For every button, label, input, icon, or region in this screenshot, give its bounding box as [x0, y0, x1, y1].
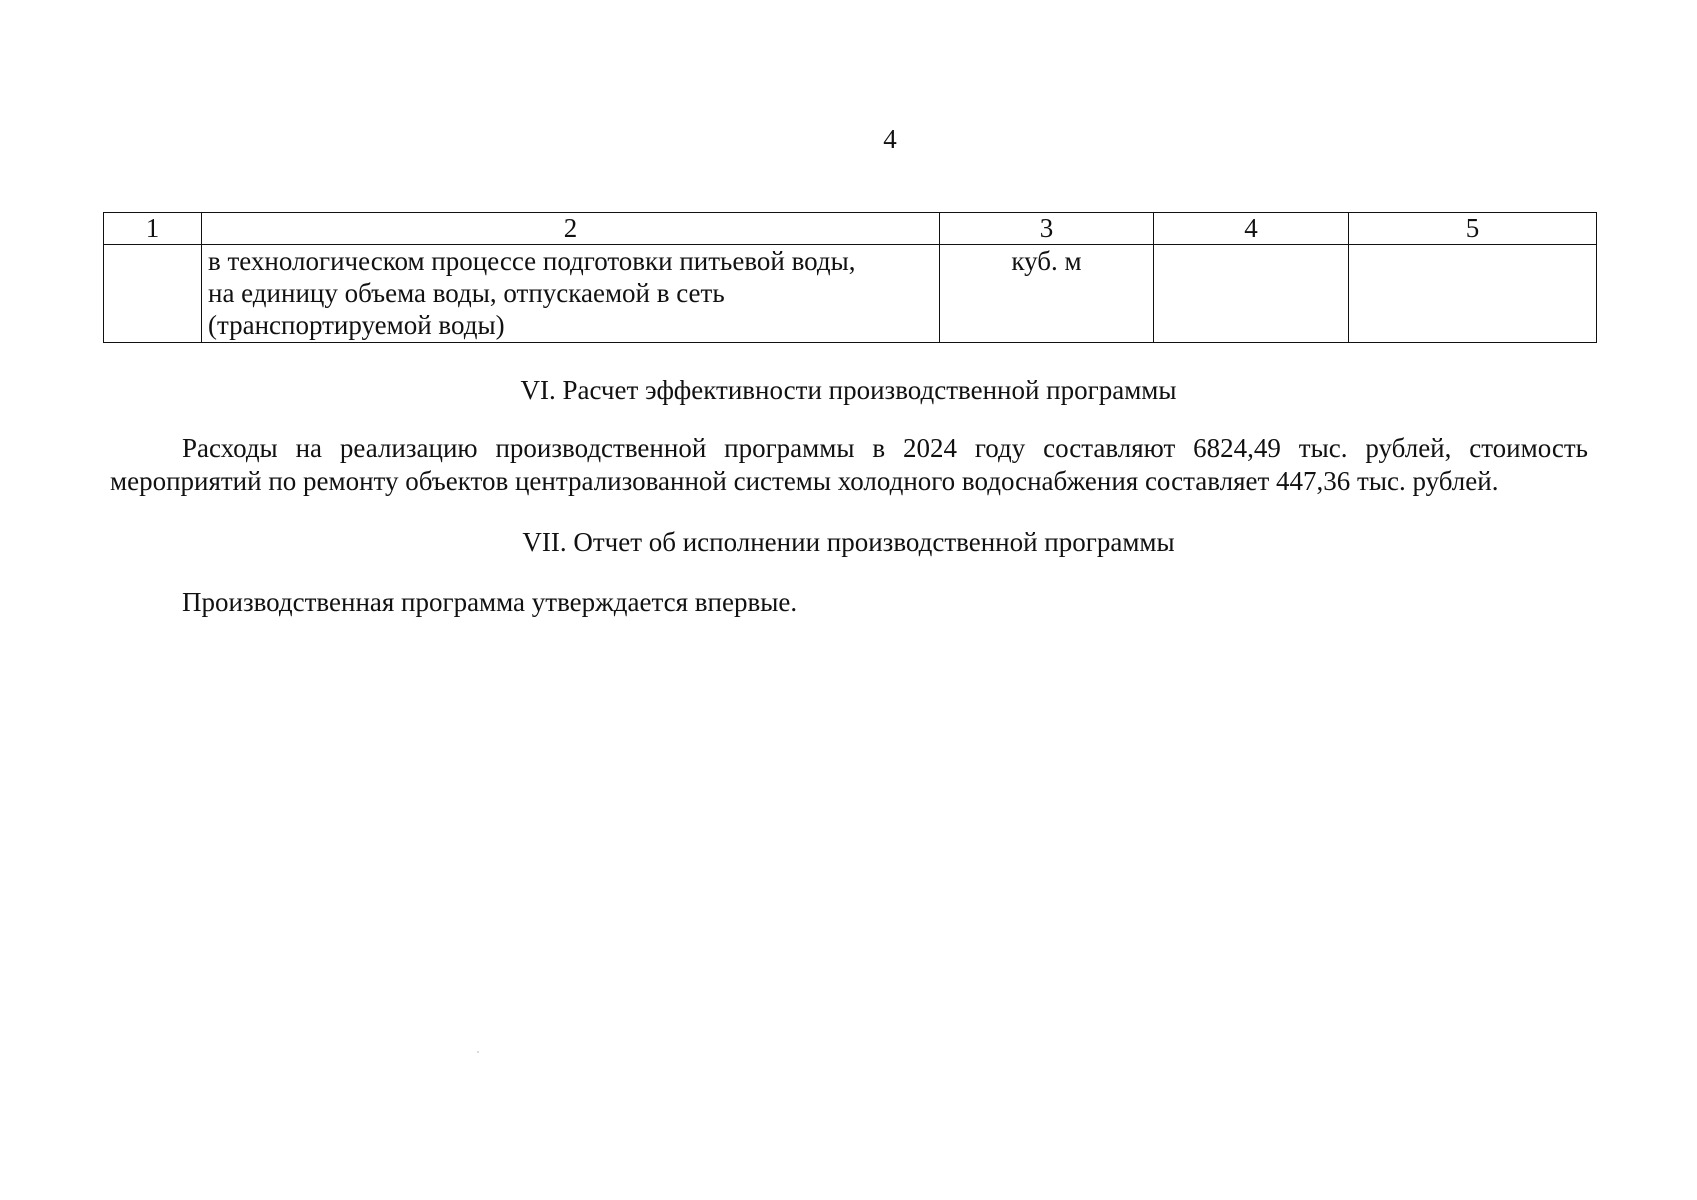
- column-number-5: 5: [1349, 213, 1597, 245]
- cell-row-number: [104, 245, 202, 343]
- table-header-row: [104, 213, 1597, 245]
- table-row: [104, 245, 1597, 343]
- description-line: в технологическом процессе подготовки питьевой воды,: [208, 246, 856, 276]
- description-line: (транспортируемой воды): [208, 310, 505, 340]
- cell-value-5: [1349, 245, 1597, 343]
- section-vi-heading: VI. Расчет эффективности производственной программы: [520, 375, 1177, 405]
- section-vii-heading: VII. Отчет об исполнении производственной программы: [522, 527, 1175, 557]
- description-line: на единицу объема воды, отпускаемой в сеть: [208, 278, 725, 308]
- column-number-3: 3: [940, 213, 1154, 245]
- program-table: [103, 212, 1597, 343]
- page-number: 4: [883, 124, 897, 154]
- column-number-1: 1: [104, 213, 202, 245]
- column-number-4: 4: [1154, 213, 1349, 245]
- cell-unit: куб. м: [940, 245, 1154, 343]
- column-number-2: 2: [202, 213, 940, 245]
- section-vi-paragraph: Расходы на реализацию производственной программы в 2024 году составляют 6824,49 тыс. рублей, стоимость мероприятий по ремонту объектов централизованной системы холодного водоснабжения составляет 447,36 тыс. рублей.: [110, 433, 1588, 496]
- cell-value-4: [1154, 245, 1349, 343]
- cell-indicator-description: [202, 245, 940, 343]
- scan-artifact: [477, 1051, 479, 1053]
- section-vii-paragraph: Производственная программа утверждается впервые.: [182, 587, 798, 617]
